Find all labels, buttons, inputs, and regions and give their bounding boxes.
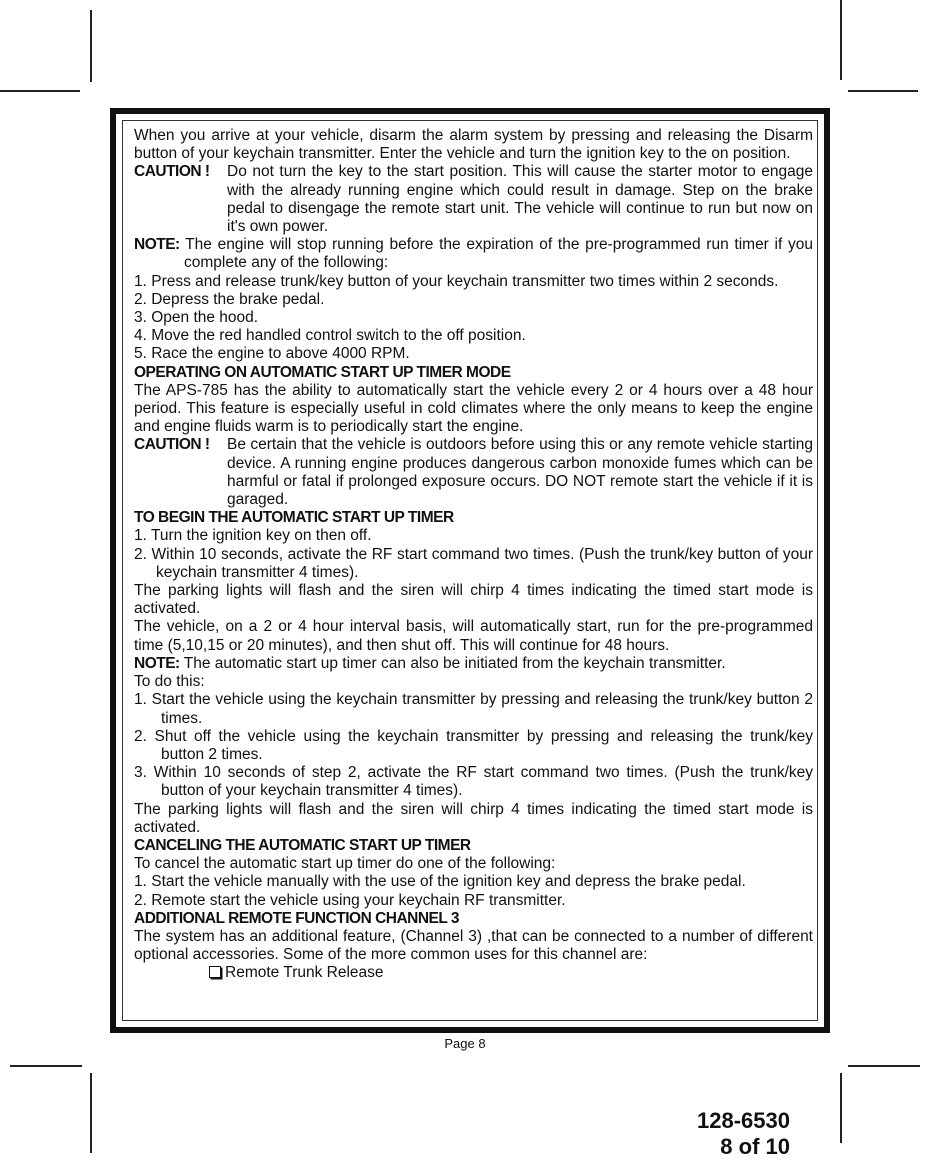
caution-block	[134, 163, 813, 236]
crop-mark	[0, 90, 80, 92]
caution-text: Do not turn the key to the start position. This will cause the starter motor to engage with the already running engine which could result in damage. Step on the brake pedal to disengage the remote start unit. The vehicle will continue to run but now on it's own power.	[227, 163, 813, 236]
crop-mark	[848, 90, 918, 92]
page-content	[134, 127, 813, 983]
sheet-number: 8 of 10	[720, 1134, 790, 1159]
crop-mark	[90, 1073, 92, 1153]
crop-mark	[840, 0, 842, 80]
list-item: 2. Within 10 seconds, activate the RF start command two times. (Push the trunk/key button of your keychain transmitter 4 times).	[134, 545, 813, 581]
intro-paragraph: When you arrive at your vehicle, disarm the alarm system by pressing and releasing the Disarm button of your keychain transmitter. Enter the vehicle and turn the ignition key to the on position.	[134, 127, 813, 163]
crop-mark	[10, 1065, 82, 1067]
note-paragraph	[134, 655, 813, 673]
page-frame	[110, 108, 830, 1033]
list-item: 1. Start the vehicle manually with the use of the ignition key and depress the brake pedal.	[134, 873, 746, 891]
note-paragraph	[134, 236, 813, 272]
list-item: 2. Shut off the vehicle using the keychain transmitter by pressing and releasing the trunk/key button 2 times.	[134, 727, 813, 763]
page-number: Page 8	[444, 1036, 486, 1051]
caution-label: CAUTION !	[134, 436, 210, 454]
bullet-text: Remote Trunk Release	[225, 964, 384, 982]
note-text: The automatic start up timer can also be initiated from the keychain transmitter.	[183, 654, 726, 672]
list-item: 5. Race the engine to above 4000 RPM.	[134, 345, 410, 363]
checkbox-icon	[209, 966, 221, 978]
section-paragraph: The system has an additional feature, (Channel 3) ,that can be connected to a number of different optional accessories. Some of the more common uses for this channel are:	[134, 927, 813, 964]
crop-mark	[840, 1073, 842, 1143]
list-item: 1. Turn the ignition key on then off.	[134, 527, 372, 545]
section-heading: CANCELING THE AUTOMATIC START UP TIMER	[134, 836, 471, 854]
note-label: NOTE:	[134, 236, 180, 254]
section-heading: OPERATING ON AUTOMATIC START UP TIMER MODE	[134, 363, 511, 381]
crop-mark	[848, 1065, 920, 1067]
section-heading: ADDITIONAL REMOTE FUNCTION CHANNEL 3	[134, 909, 460, 927]
section-heading: TO BEGIN THE AUTOMATIC START UP TIMER	[134, 509, 454, 527]
list-item: 2. Remote start the vehicle using your keychain RF transmitter.	[134, 891, 566, 909]
document-code	[697, 1108, 790, 1160]
note-text: The engine will stop running before the expiration of the pre-programmed run timer if you complete any of the following:	[184, 236, 813, 272]
section-paragraph: To do this:	[134, 673, 205, 691]
note-label: NOTE:	[134, 654, 180, 672]
caution-text: Be certain that the vehicle is outdoors before using this or any remote vehicle starting device. A running engine produces dangerous carbon monoxide fumes which can be harmful or fatal if prolonged exposure occurs. DO NOT remote start the vehicle if it is garaged.	[227, 436, 813, 509]
document-number: 128-6530	[697, 1108, 790, 1133]
caution-label: CAUTION !	[134, 163, 210, 181]
section-paragraph: The vehicle, on a 2 or 4 hour interval basis, will automatically start, run for the pre-programmed time (5,10,15 or 20 minutes), and then shut off. This will continue for 48 hours.	[134, 618, 813, 654]
section-paragraph: The parking lights will flash and the siren will chirp 4 times indicating the timed start mode is activated.	[134, 800, 813, 836]
list-item	[134, 964, 813, 982]
list-item: 2. Depress the brake pedal.	[134, 290, 325, 308]
crop-mark	[90, 10, 92, 82]
section-paragraph: To cancel the automatic start up timer do one of the following:	[134, 855, 556, 873]
list-item: 1. Press and release trunk/key button of your keychain transmitter two times within 2 seconds.	[134, 272, 779, 290]
list-item: 1. Start the vehicle using the keychain transmitter by pressing and releasing the trunk/key button 2 times.	[134, 691, 813, 727]
section-paragraph: The APS-785 has the ability to automatically start the vehicle every 2 or 4 hours over a 48 hour period. This feature is especially useful in cold climates where the only means to keep the engine and engine fluids warm is to periodically start the engine.	[134, 381, 813, 436]
caution-block	[134, 436, 813, 509]
list-item: 3. Open the hood.	[134, 309, 259, 327]
list-item: 3. Within 10 seconds of step 2, activate the RF start command two times. (Push the trunk/key button of your keychain transmitter 4 times).	[134, 764, 813, 800]
list-item: 4. Move the red handled control switch to the off position.	[134, 327, 526, 345]
section-paragraph: The parking lights will flash and the siren will chirp 4 times indicating the timed start mode is activated.	[134, 582, 813, 618]
